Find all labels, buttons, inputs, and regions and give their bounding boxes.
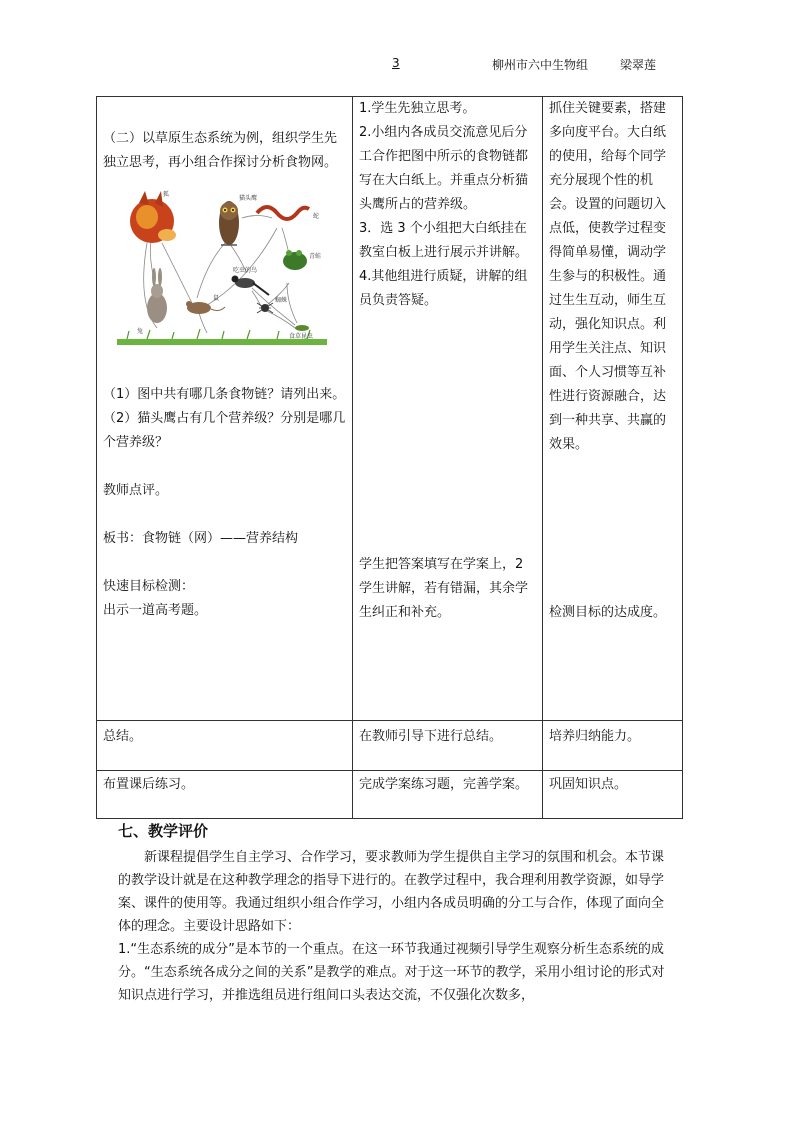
quick-check-task: 出示一道高考题。 (103, 603, 208, 618)
food-web-figure (117, 183, 327, 347)
quick-check-title: 快速目标检测： (103, 579, 195, 594)
insect-icon (295, 325, 309, 331)
table-row (97, 771, 683, 819)
label-frog: 青蛙 (309, 253, 322, 260)
snake-icon (257, 207, 309, 219)
homework-intent-cell (543, 771, 683, 819)
teacher-comment: 教师点评。 (103, 483, 169, 498)
summary-student-cell (353, 721, 543, 771)
table-row (97, 721, 683, 771)
step-1: 1.学生先独立思考。 (359, 101, 476, 116)
summary-student-text: 在教师引导下进行总结。 (359, 729, 503, 744)
label-rabbit: 兔 (137, 328, 144, 335)
header-author: 梁翠莲 (620, 58, 657, 72)
frog-icon (283, 250, 307, 270)
step-3: 3．选 3 个小组把大白纸挂在教室白板上进行展示并讲解。 (359, 221, 529, 260)
fox-icon (130, 191, 176, 243)
label-insect: 食草昆虫 (289, 333, 314, 340)
spider-icon (257, 303, 273, 313)
label-mouse: 鼠 (213, 295, 220, 302)
summary-intent-cell (543, 721, 683, 771)
arrow-insect-frog (287, 283, 297, 323)
rabbit-icon (147, 268, 167, 323)
summary-cell (97, 721, 353, 771)
board-writing: 板书：食物链（网）——营养结构 (103, 531, 299, 546)
arrow-snake-owl (242, 216, 272, 219)
table-row (97, 97, 683, 721)
food-web-drawing (117, 183, 327, 347)
label-snake: 蛇 (313, 213, 320, 220)
evaluation-body (118, 846, 674, 1007)
homework-cell (97, 771, 353, 819)
student-check-text: 学生把答案填写在学案上，2 学生讲解，若有错漏，其余学生纠正和补充。 (359, 557, 529, 620)
intro-text: （二）以草原生态系统为例，组织学生先独立思考，再小组合作探讨分析食物网。 (103, 131, 338, 170)
homework-student-cell (353, 771, 543, 819)
homework-text: 布置课后练习。 (103, 777, 195, 792)
summary-text: 总结。 (103, 729, 143, 744)
question-1: （1）图中共有哪几条食物链？请列出来。 (103, 387, 346, 402)
section-title: 七、教学评价 (118, 822, 209, 840)
evaluation-paragraph-1: 新课程提倡学生自主学习、合作学习，要求教师为学生提供自主学习的氛围和机会。本节课的教学设计就是在这种教学理念的指导下进行的。在教学过程中，我合理利用教学资源，如导学案、课件的使用等。我通过组织小组合作学习，小组内各成员明确的分工与合作，体现了面向全体的理念。主要设计思路如下： (118, 850, 665, 934)
arrow-insect-bird (252, 288, 295, 325)
summary-intent-text: 培养归纳能力。 (549, 729, 641, 744)
check-goal-text: 检测目标的达成度。 (549, 605, 667, 620)
homework-student-text: 完成学案练习题，完善学案。 (359, 777, 529, 792)
page-header (0, 56, 794, 76)
design-intent-text: 抓住关键要素，搭建多向度平台。大白纸的使用，给每个同学充分展现个性的机会。设置的问题切入点低，使教学过程变得简单易懂，调动学生参与的积极性。通过生生互动，师生互动，强化知识点。利用学生关注点、知识面、个人习惯等互补性进行资源融合，达到一种共享、共赢的效果。 (549, 101, 667, 452)
label-fox: 狐 (163, 191, 170, 198)
arrow-mouse-fox (162, 243, 192, 303)
arrow-mouse-owl (197, 243, 225, 298)
step-2: 2.小组内各成员交流意见后分工合作把图中所示的食物链都写在大白纸上。并重点分析猫头鹰所占的营养级。 (359, 125, 529, 212)
teacher-activity-cell (97, 97, 353, 721)
step-4: 4.其他组进行质疑，讲解的组员负责答疑。 (359, 269, 528, 308)
student-activity-cell (353, 97, 543, 721)
question-2: （2）猫头鹰占有几个营养级？分别是哪几个营养级？ (103, 411, 346, 450)
page-number: 3 (392, 56, 400, 70)
lesson-table (96, 96, 683, 819)
label-owl: 猫头鹰 (239, 195, 258, 202)
homework-intent-text: 巩固知识点。 (549, 777, 628, 792)
evaluation-paragraph-2: 1.“生态系统的成分”是本节的一个重点。在这一环节我通过视频引导学生观察分析生态系统的成分。“生态系统各成分之间的关系”是教学的难点。对于这一环节的教学，采用小组讨论的形式对知识点进行学习，并推选组员进行组间口头表达交流，不仅强化次数多， (118, 942, 665, 1003)
header-org: 柳州市六中生物组 (492, 58, 589, 72)
owl-icon (219, 201, 239, 245)
label-spider: 蜘蛛 (275, 297, 288, 304)
design-intent-cell (543, 97, 683, 721)
label-bird: 吃虫的鸟 (233, 267, 258, 274)
bird-icon (232, 276, 270, 296)
